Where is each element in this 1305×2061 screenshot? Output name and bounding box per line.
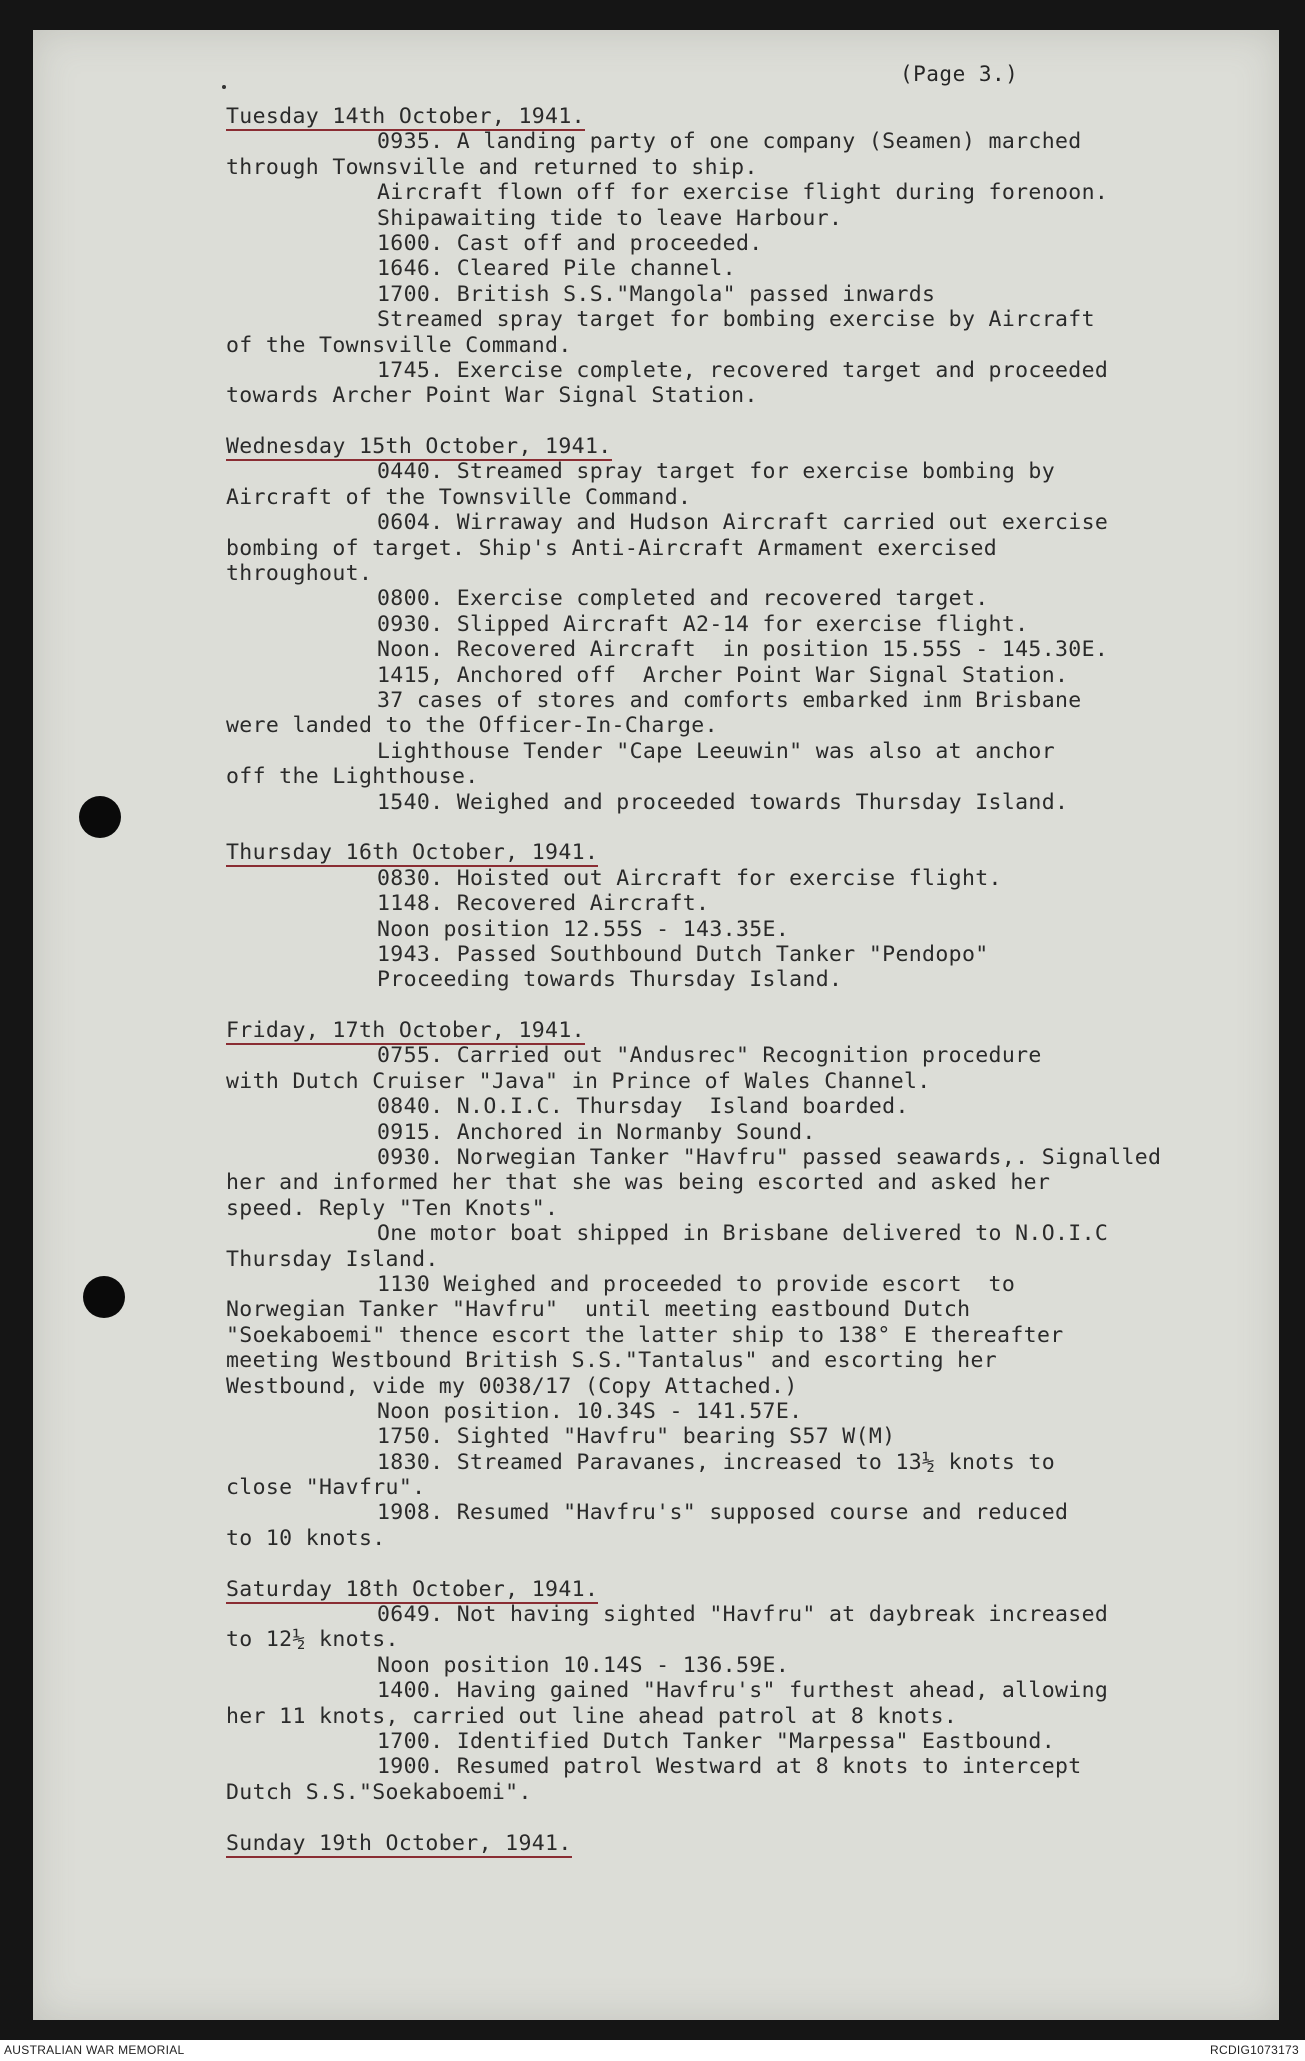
log-entry-line: "Soekaboemi" thence escort the latter ship to 138° E thereafter	[226, 1322, 1064, 1348]
log-entry-line: 0649. Not having sighted "Havfru" at daybreak increased	[377, 1602, 1109, 1628]
day-heading: Tuesday 14th October, 1941.	[226, 104, 585, 129]
log-entry-line: 0915. Anchored in Normanby Sound.	[377, 1119, 816, 1145]
log-day-section	[226, 1831, 1276, 1856]
log-entry-line: 0840. N.O.I.C. Thursday Island boarded.	[377, 1094, 909, 1120]
day-heading: Thursday 16th October, 1941.	[226, 840, 599, 866]
log-entry-line: 1600. Cast off and proceeded.	[377, 230, 763, 256]
log-entry-line: speed. Reply "Ten Knots".	[226, 1195, 559, 1221]
report-body	[226, 104, 1276, 1881]
log-entry-line: Dutch S.S."Soekaboemi".	[226, 1779, 532, 1805]
log-entry-line: Thursday Island.	[226, 1246, 439, 1272]
log-entry-line: 1908. Resumed "Havfru's" supposed course and reduced	[377, 1500, 1069, 1526]
log-entry-line: 1750. Sighted "Havfru" bearing S57 W(M)	[377, 1424, 896, 1450]
log-entry-line: Noon position 12.55S - 143.35E.	[377, 916, 790, 942]
log-entry-line: 0440. Streamed spray target for exercise bombing by	[377, 459, 1055, 485]
log-entry-line: throughout.	[226, 561, 373, 587]
log-day-section	[226, 840, 1276, 992]
log-entry-line: were landed to the Officer-In-Charge.	[226, 713, 718, 739]
log-entry-line: 0755. Carried out "Andusrec" Recognition procedure	[377, 1043, 1042, 1069]
log-entry-line: 1700. Identified Dutch Tanker "Marpessa" Eastbound.	[377, 1729, 1055, 1754]
log-entry-line: Noon. Recovered Aircraft in position 15.55S - 145.30E.	[377, 637, 1109, 663]
log-entry-line: 0800. Exercise completed and recovered target.	[377, 586, 989, 612]
log-entry-line: towards Archer Point War Signal Station.	[226, 383, 758, 409]
log-entry-line: Westbound, vide my 0038/17 (Copy Attached.)	[226, 1373, 798, 1399]
punch-hole-lower	[83, 1276, 125, 1318]
log-entry-line: 1943. Passed Southbound Dutch Tanker "Pendopo"	[377, 941, 989, 967]
log-entry-line: to 12½ knots.	[226, 1627, 399, 1653]
footer-record-id: RCDIG1073173	[1210, 2043, 1299, 2057]
log-entry-line: 0604. Wirraway and Hudson Aircraft carried out exercise	[377, 510, 1109, 536]
log-entry-line: 0830. Hoisted out Aircraft for exercise flight.	[377, 865, 1002, 891]
log-entry-line: bombing of target. Ship's Anti-Aircraft Armament exercised	[226, 535, 998, 561]
log-entry-line: her and informed her that she was being escorted and asked her	[226, 1170, 1051, 1196]
log-entry-line: 0930. Slipped Aircraft A2-14 for exercise flight.	[377, 611, 1029, 637]
log-entry-line: close "Havfru".	[226, 1475, 426, 1501]
log-entry-line: with Dutch Cruiser "Java" in Prince of Wales Channel.	[226, 1068, 931, 1094]
footer-archive-name: AUSTRALIAN WAR MEMORIAL	[4, 2043, 185, 2057]
log-entry-line: Proceeding towards Thursday Island.	[377, 967, 843, 993]
day-heading: Sunday 19th October, 1941.	[226, 1830, 572, 1856]
log-entry-line: off the Lighthouse.	[226, 764, 479, 790]
log-entry-line: Noon position. 10.34S - 141.57E.	[377, 1398, 803, 1424]
log-entry-line: Lighthouse Tender "Cape Leeuwin" was also at anchor	[377, 738, 1055, 764]
log-entry-line: through Townsville and returned to ship.	[226, 154, 758, 180]
log-entry-line: 1130 Weighed and proceeded to provide escort to	[377, 1271, 1016, 1297]
day-heading: Saturday 18th October, 1941.	[226, 1576, 599, 1602]
log-entry-line: Norwegian Tanker "Havfru" until meeting eastbound Dutch	[226, 1297, 971, 1323]
log-entry-line: 1415, Anchored off Archer Point War Signal Station.	[377, 662, 1069, 688]
ink-speck	[222, 85, 226, 89]
log-entry-line: Shipawaiting tide to leave Harbour.	[377, 205, 843, 231]
log-entry-line: 0935. A landing party of one company (Seamen) marched	[377, 129, 1082, 155]
log-entry-line: Aircraft flown off for exercise flight during forenoon.	[377, 180, 1109, 206]
log-day-section	[226, 1577, 1276, 1806]
log-entry-line: Aircraft of the Townsville Command.	[226, 484, 692, 510]
log-entry-line: Streamed spray target for bombing exercise by Aircraft	[377, 307, 1095, 333]
log-entry-line: 1830. Streamed Paravanes, increased to 13½ knots to	[377, 1449, 1055, 1475]
log-entry-line: of the Townsville Command.	[226, 332, 572, 358]
log-entry-line: 1745. Exercise complete, recovered target and proceeded	[377, 357, 1109, 383]
log-entry-line: 1540. Weighed and proceeded towards Thursday Island.	[377, 789, 1069, 815]
page-number: (Page 3.)	[900, 62, 1019, 86]
punch-hole-upper	[79, 796, 121, 838]
log-entry-line: 1646. Cleared Pile channel.	[377, 256, 736, 282]
log-entry-line: meeting Westbound British S.S."Tantalus" and escorting her	[226, 1348, 998, 1374]
log-entry-line: One motor boat shipped in Brisbane delivered to N.O.I.C	[377, 1221, 1109, 1247]
log-day-section	[226, 434, 1276, 815]
log-entry-line: 0930. Norwegian Tanker "Havfru" passed seawards,. Signalled	[377, 1145, 1162, 1171]
day-heading: Wednesday 15th October, 1941.	[226, 434, 612, 460]
log-entry-line: 1400. Having gained "Havfru's" furthest ahead, allowing	[377, 1678, 1109, 1704]
log-entry-line: 1700. British S.S."Mangola" passed inwards	[377, 281, 936, 307]
log-entry-line: 1900. Resumed patrol Westward at 8 knots to intercept	[377, 1754, 1082, 1780]
log-entry-line: 1148. Recovered Aircraft.	[377, 891, 710, 917]
day-heading: Friday, 17th October, 1941.	[226, 1018, 585, 1044]
log-entry-line: to 10 knots.	[226, 1525, 386, 1551]
log-day-section	[226, 104, 1276, 409]
log-entry-line: her 11 knots, carried out line ahead patrol at 8 knots.	[226, 1703, 958, 1729]
log-day-section	[226, 1018, 1276, 1551]
log-entry-line: Noon position 10.14S - 136.59E.	[377, 1652, 790, 1678]
log-entry-line: 37 cases of stores and comforts embarked inm Brisbane	[377, 687, 1082, 713]
